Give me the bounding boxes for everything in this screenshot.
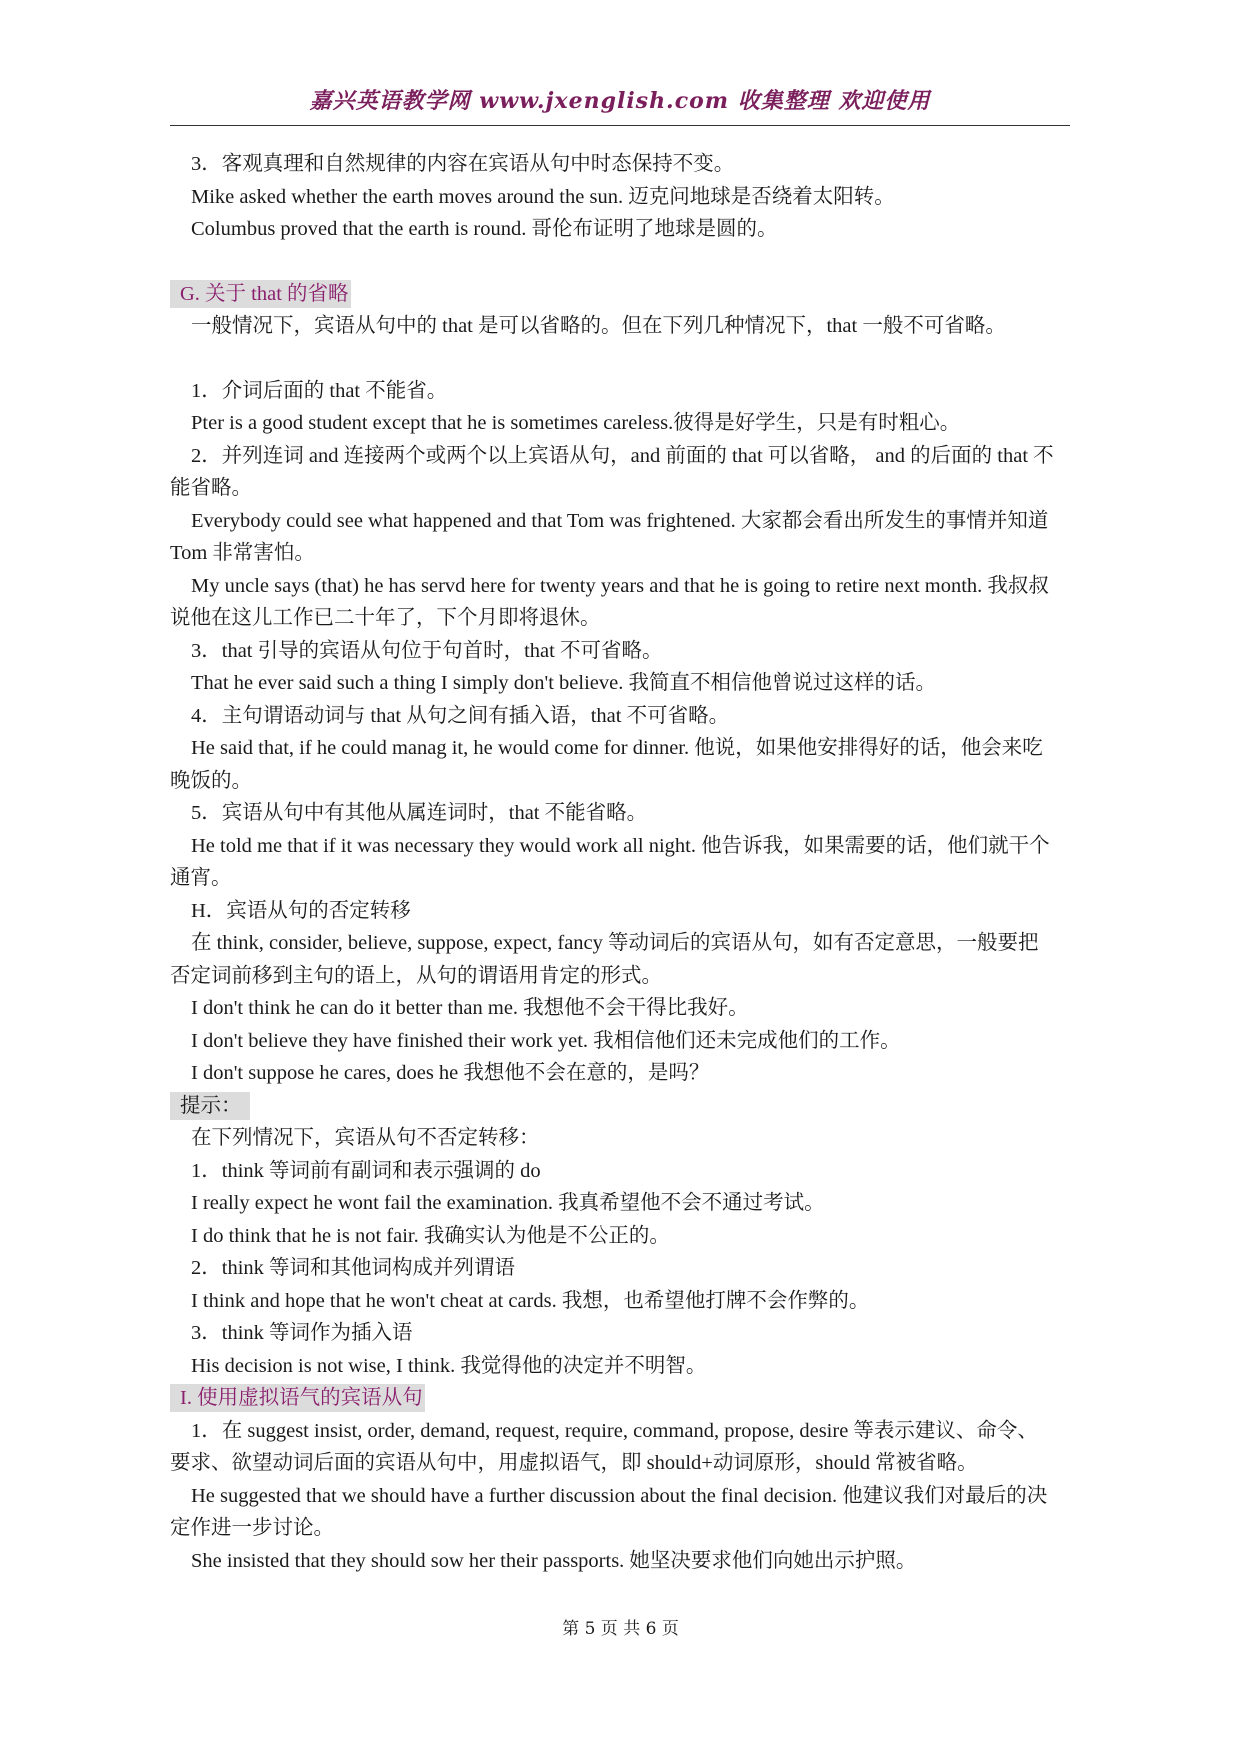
- text-line: H．宾语从句的否定转移: [191, 899, 411, 922]
- text-line: 定作进一步讨论。: [170, 1517, 334, 1539]
- text-line: Tom 非常害怕。: [170, 542, 315, 564]
- text-line: He told me that if it was necessary they would work all night. 他告诉我，如果需要的话，他们就干个: [191, 834, 1050, 857]
- blank-line: [170, 246, 1125, 278]
- text-line: 晚饭的。: [170, 769, 252, 792]
- text-line: Mike asked whether the earth moves around the sun. 迈克问地球是否绕着太阳转。: [191, 185, 895, 208]
- section-heading: [170, 1382, 1125, 1415]
- section-heading-label: G. 关于 that 的省略: [170, 280, 351, 308]
- text-line: 要求、欲望动词后面的宾语从句中，用虚拟语气，即 should+动词原形，should 常被省略。: [170, 1452, 978, 1474]
- text-line: 否定词前移到主句的语上，从句的谓语用肯定的形式。: [170, 964, 662, 987]
- document-body: [170, 148, 1125, 1577]
- text-line: Everybody could see what happened and that Tom was frightened. 大家都会看出所发生的事情并知道: [191, 509, 1049, 532]
- text-line: I think and hope that he won't cheat at cards. 我想，也希望他打牌不会作弊的。: [191, 1289, 870, 1312]
- text-line: She insisted that they should sow her their passports. 她坚决要求他们向她出示护照。: [191, 1549, 917, 1572]
- text-line: I don't believe they have finished their work yet. 我相信他们还未完成他们的工作。: [191, 1029, 901, 1052]
- text-line: Columbus proved that the earth is round. 哥伦布证明了地球是圆的。: [191, 218, 778, 240]
- page-header: 嘉兴英语教学网 www.jxenglish.com 收集整理 欢迎使用: [309, 88, 931, 114]
- text-line: 能省略。: [170, 477, 252, 499]
- text-line: 在 think, consider, believe, suppose, expect, fancy 等动词后的宾语从句，如有否定意思，一般要把: [191, 932, 1039, 954]
- header-divider: [170, 125, 1070, 126]
- text-line: 3．客观真理和自然规律的内容在宾语从句中时态保持不变。: [191, 153, 735, 175]
- text-line: 5．宾语从句中有其他从属连词时，that 不能省略。: [191, 802, 648, 824]
- text-line: I really expect he wont fail the examination. 我真希望他不会不通过考试。: [191, 1192, 825, 1214]
- section-heading-label: 提示：: [170, 1092, 250, 1120]
- text-line: He suggested that we should have a further discussion about the final decision. 他建议我们对最后的决: [191, 1484, 1048, 1507]
- text-line: 2．并列连词 and 连接两个或两个以上宾语从句，and 前面的 that 可以省略， and 的后面的 that 不: [191, 444, 1054, 467]
- text-line: 3．think 等词作为插入语: [191, 1322, 413, 1344]
- text-line: My uncle says (that) he has servd here for twenty years and that he is going to retire next month. 我叔叔: [191, 574, 1049, 597]
- text-line: I don't suppose he cares, does he 我想他不会在意的，是吗？: [191, 1062, 710, 1084]
- text-line: I don't think he can do it better than me. 我想他不会干得比我好。: [191, 997, 749, 1019]
- text-line: 1．think 等词前有副词和表示强调的 do: [191, 1159, 541, 1182]
- blank-line: [170, 343, 1125, 375]
- text-line: He said that, if he could manag it, he would come for dinner. 他说，如果他安排得好的话，他会来吃: [191, 737, 1043, 759]
- section-heading-label: I. 使用虚拟语气的宾语从句: [170, 1384, 425, 1412]
- text-line: 说他在这儿工作已二十年了，下个月即将退休。: [170, 607, 601, 629]
- text-line: 1．在 suggest insist, order, demand, request, require, command, propose, desire 等表示建议、命令、: [191, 1419, 1038, 1442]
- text-line: 2．think 等词和其他词构成并列谓语: [191, 1257, 516, 1279]
- text-line: His decision is not wise, I think. 我觉得他的决定并不明智。: [191, 1354, 707, 1377]
- section-heading: [170, 278, 1125, 311]
- text-line: 通宵。: [170, 867, 232, 889]
- section-heading: [170, 1090, 1125, 1123]
- text-line: 在下列情况下，宾语从句不否定转移：: [191, 1127, 540, 1149]
- text-line: That he ever said such a thing I simply don't believe. 我简直不相信他曾说过这样的话。: [191, 672, 936, 694]
- text-line: Pter is a good student except that he is sometimes careless.彼得是好学生，只是有时粗心。: [191, 412, 961, 434]
- text-line: 3．that 引导的宾语从句位于句首时，that 不可省略。: [191, 639, 663, 662]
- text-line: 4．主句谓语动词与 that 从句之间有插入语，that 不可省略。: [191, 704, 730, 727]
- text-line: 一般情况下，宾语从句中的 that 是可以省略的。但在下列几种情况下，that 一般不可省略。: [191, 315, 1006, 337]
- text-line: I do think that he is not fair. 我确实认为他是不公正的。: [191, 1224, 670, 1247]
- page-footer: 第 5 页 共 6 页: [562, 1619, 679, 1639]
- text-line: 1．介词后面的 that 不能省。: [191, 379, 448, 402]
